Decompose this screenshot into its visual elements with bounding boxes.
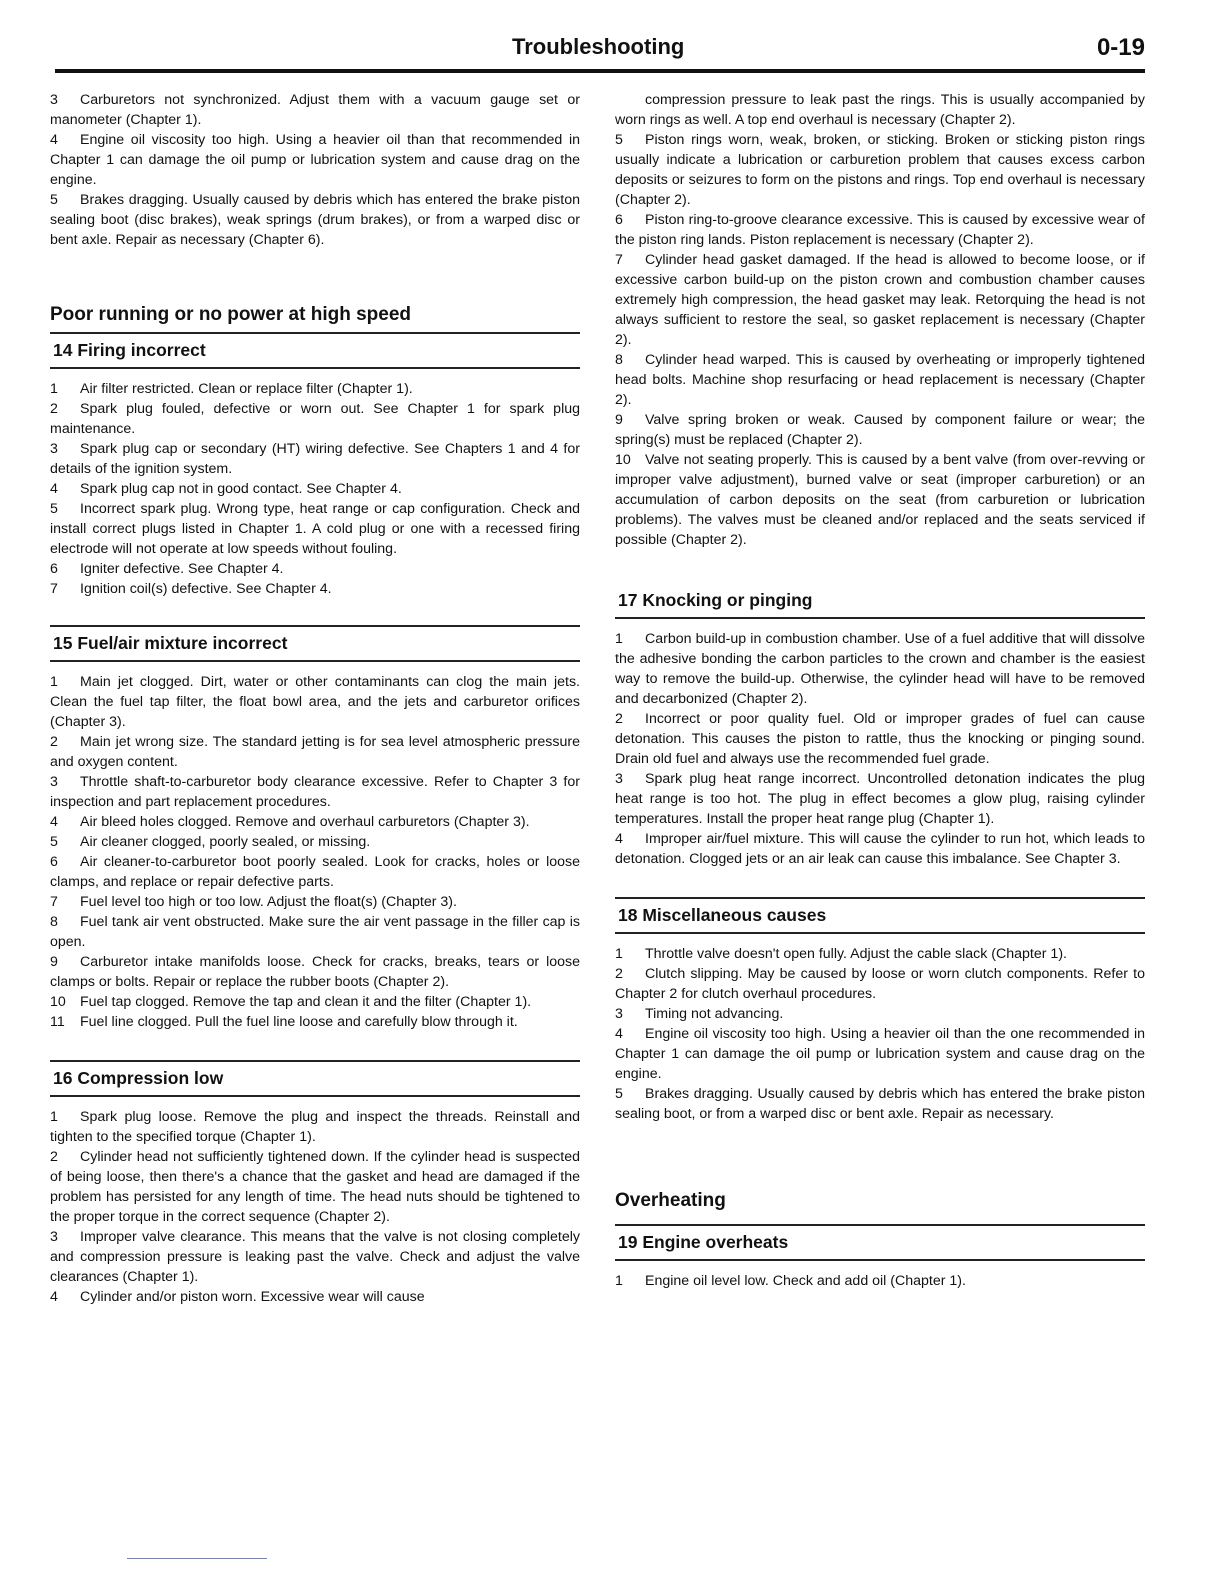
item-text: Engine oil viscosity too high. Using a heavier oil than the one recommended in Chapter 1 can damage the oil pump or lubrication system and cause drag on the engine. bbox=[615, 1026, 1145, 1082]
list-item bbox=[50, 559, 580, 579]
item-text: Carburetor intake manifolds loose. Check for cracks, breaks, tears or loose clamps or bolts. Repair or replace the rubber boots (Chapter 2). bbox=[50, 954, 580, 990]
item-text: Incorrect spark plug. Wrong type, heat range or cap configuration. Check and install correct plugs listed in Chapter 1. A cold plug or one with a recessed firing electrode will not operate at low speeds without fouling. bbox=[50, 501, 580, 557]
list-item bbox=[50, 1012, 580, 1032]
item-number: 7 bbox=[50, 581, 58, 597]
item-number: 5 bbox=[50, 834, 58, 850]
item-number: 3 bbox=[615, 1006, 623, 1022]
item-number: 6 bbox=[50, 854, 58, 870]
item-number: 7 bbox=[615, 252, 623, 268]
list-item bbox=[615, 769, 1145, 829]
left-column bbox=[50, 90, 580, 1307]
subsection-title-16: 16 Compression low bbox=[53, 1068, 224, 1088]
item-number: 1 bbox=[615, 631, 623, 647]
subsection-title-15: 15 Fuel/air mixture incorrect bbox=[53, 633, 288, 653]
item-text: Throttle shaft-to-carburetor body clearance excessive. Refer to Chapter 3 for inspection and part replacement procedures. bbox=[50, 774, 580, 810]
item-text: Spark plug cap or secondary (HT) wiring defective. See Chapters 1 and 4 for details of the ignition system. bbox=[50, 441, 580, 477]
item-number: 5 bbox=[615, 1086, 623, 1102]
item-number: 10 bbox=[615, 452, 631, 468]
list-item bbox=[615, 450, 1145, 550]
list-item bbox=[50, 1147, 580, 1227]
item-text: Fuel tank air vent obstructed. Make sure the air vent passage in the filler cap is open. bbox=[50, 914, 580, 950]
item-text: Clutch slipping. May be caused by loose or worn clutch components. Refer to Chapter 2 for clutch overhaul procedures. bbox=[615, 966, 1145, 1002]
list-item bbox=[50, 852, 580, 892]
subsection-title-18: 18 Miscellaneous causes bbox=[618, 905, 827, 925]
item-number: 3 bbox=[50, 774, 58, 790]
item-text: Improper air/fuel mixture. This will cause the cylinder to run hot, which leads to detonation. Clogged jets or an air leak can cause this imbalance. See Chapter 3. bbox=[615, 831, 1145, 867]
item-number: 4 bbox=[615, 831, 623, 847]
list-item bbox=[50, 90, 580, 130]
item-text: Spark plug cap not in good contact. See Chapter 4. bbox=[80, 481, 402, 497]
list-item bbox=[50, 190, 580, 250]
item-number: 1 bbox=[615, 1273, 623, 1289]
list-item bbox=[50, 479, 580, 499]
item-text: Valve spring broken or weak. Caused by component failure or wear; the spring(s) must be replaced (Chapter 2). bbox=[615, 412, 1145, 448]
list-item bbox=[50, 732, 580, 772]
item-text: Fuel tap clogged. Remove the tap and clean it and the filter (Chapter 1). bbox=[80, 994, 532, 1010]
item-text: Fuel level too high or too low. Adjust the float(s) (Chapter 3). bbox=[80, 894, 457, 910]
list-item bbox=[50, 379, 580, 399]
item-number: 10 bbox=[50, 994, 66, 1010]
list-item bbox=[615, 964, 1145, 1004]
item-text: Carburetors not synchronized. Adjust them with a vacuum gauge set or manometer (Chapter 1). bbox=[50, 92, 580, 128]
list-item bbox=[50, 499, 580, 559]
list-item bbox=[615, 350, 1145, 410]
list-item bbox=[50, 1227, 580, 1287]
item-text: Engine oil level low. Check and add oil (Chapter 1). bbox=[645, 1273, 966, 1289]
item-number: 5 bbox=[615, 132, 623, 148]
list-16 bbox=[50, 1107, 580, 1307]
item-number: 1 bbox=[50, 1109, 58, 1125]
list-item bbox=[50, 772, 580, 812]
item-number: 4 bbox=[50, 132, 58, 148]
item-number: 9 bbox=[50, 954, 58, 970]
item-text: Brakes dragging. Usually caused by debris which has entered the brake piston sealing boot (disc brakes), weak springs (drum brakes), or from a warped disc or bent axle. Repair as necessary (Chapter 6). bbox=[50, 192, 580, 248]
item-number: 6 bbox=[615, 212, 623, 228]
item-number: 2 bbox=[615, 966, 623, 982]
list-item bbox=[50, 439, 580, 479]
item-text: Fuel line clogged. Pull the fuel line loose and carefully blow through it. bbox=[80, 1014, 518, 1030]
section-title-poor-running: Poor running or no power at high speed bbox=[50, 304, 411, 325]
item-text: Air filter restricted. Clean or replace filter (Chapter 1). bbox=[80, 381, 413, 397]
item-text: Cylinder head warped. This is caused by overheating or improperly tightened head bolts. Machine shop resurfacing or head replacement is necessary (Chapter 2). bbox=[615, 352, 1145, 408]
item-number: 11 bbox=[50, 1014, 65, 1030]
list-item bbox=[615, 410, 1145, 450]
item-number: 1 bbox=[50, 674, 58, 690]
list-item bbox=[50, 1287, 580, 1307]
list-item bbox=[50, 579, 580, 599]
item-number: 3 bbox=[615, 771, 623, 787]
item-text: Cylinder and/or piston worn. Excessive wear will cause bbox=[80, 1289, 425, 1305]
item-number: 9 bbox=[615, 412, 623, 428]
item-number: 4 bbox=[50, 814, 58, 830]
item-text: Brakes dragging. Usually caused by debris which has entered the brake piston sealing boot, or from a warped disc or bent axle. Repair as necessary. bbox=[615, 1086, 1145, 1122]
left-top-list bbox=[50, 90, 580, 250]
list-item bbox=[50, 812, 580, 832]
subsection-title-19: 19 Engine overheats bbox=[618, 1232, 789, 1252]
item-number: 1 bbox=[50, 381, 58, 397]
item-text: Main jet clogged. Dirt, water or other contaminants can clog the main jets. Clean the fuel tap filter, the float bowl area, and the jets and carburetor orifices (Chapter 3). bbox=[50, 674, 580, 730]
item-text: Spark plug heat range incorrect. Uncontrolled detonation indicates the plug heat range is too hot. The plug in effect becomes a glow plug, raising cylinder temperatures. Install the proper heat range plug (Chapter 1). bbox=[615, 771, 1145, 827]
item-number: 8 bbox=[50, 914, 58, 930]
subsection-title-17: 17 Knocking or pinging bbox=[618, 590, 813, 610]
item-text: Carbon build-up in combustion chamber. Use of a fuel additive that will dissolve the adhesive bonding the carbon particles to the crown and chamber is the easiest way to remove the build-up. Otherwise, the cylinder head will have to be removed and decarbonized (Chapter 2). bbox=[615, 631, 1145, 707]
item-number: 7 bbox=[50, 894, 58, 910]
item-text: Spark plug fouled, defective or worn out. See Chapter 1 for spark plug maintenance. bbox=[50, 401, 580, 437]
item-number: 3 bbox=[50, 1229, 58, 1245]
list-item bbox=[615, 1271, 1145, 1291]
list-item bbox=[615, 210, 1145, 250]
list-item bbox=[50, 892, 580, 912]
item-text: Cylinder head not sufficiently tightened down. If the cylinder head is suspected of being loose, then there's a chance that the gasket and head are damaged if the problem has persisted for any length of time. The head nuts should be tightened to the proper torque in the correct sequence (Chapter 2). bbox=[50, 1149, 580, 1225]
item-text: compression pressure to leak past the rings. This is usually accompanied by worn rings as well. A top end overhaul is necessary (Chapter 2). bbox=[615, 92, 1145, 128]
list-16-continued bbox=[615, 90, 1145, 550]
subsection-title-14: 14 Firing incorrect bbox=[53, 340, 206, 360]
item-text: Igniter defective. See Chapter 4. bbox=[80, 561, 284, 577]
item-number: 4 bbox=[50, 481, 58, 497]
list-item bbox=[50, 130, 580, 190]
right-column bbox=[615, 90, 1145, 1291]
item-number: 4 bbox=[615, 1026, 623, 1042]
item-number: 3 bbox=[50, 441, 58, 457]
list-item bbox=[615, 629, 1145, 709]
section-title-overheating: Overheating bbox=[615, 1190, 726, 1211]
item-number: 2 bbox=[50, 401, 58, 417]
item-number: 1 bbox=[615, 946, 623, 962]
list-14 bbox=[50, 379, 580, 599]
list-item bbox=[615, 1004, 1145, 1024]
header-rule bbox=[55, 69, 1145, 73]
item-text: Air cleaner-to-carburetor boot poorly sealed. Look for cracks, holes or loose clamps, and replace or repair defective parts. bbox=[50, 854, 580, 890]
list-item bbox=[50, 399, 580, 439]
item-number: 6 bbox=[50, 561, 58, 577]
list-item bbox=[615, 90, 1145, 130]
list-15 bbox=[50, 672, 580, 1032]
item-number: 8 bbox=[615, 352, 623, 368]
item-text: Throttle valve doesn't open fully. Adjust the cable slack (Chapter 1). bbox=[645, 946, 1067, 962]
item-text: Cylinder head gasket damaged. If the head is allowed to become loose, or if excessive carbon build-up on the piston crown and combustion chamber causes extremely high compression, the head gasket may leak. Retorquing the head is not always sufficient to restore the seal, so gasket replacement is necessary (Chapter 2). bbox=[615, 252, 1145, 348]
page-number: 0-19 bbox=[1096, 34, 1145, 61]
item-number: 2 bbox=[615, 711, 623, 727]
item-text: Valve not seating properly. This is caused by a bent valve (from over-revving or improper valve adjustment), burned valve or seat (improper carburetion) or an accumulation of carbon deposits on the seat (from carburetion or lubrication problems). The valves must be cleaned and/or replaced and the seats serviced if possible (Chapter 2). bbox=[615, 452, 1145, 548]
list-item bbox=[615, 944, 1145, 964]
item-number: 2 bbox=[50, 1149, 58, 1165]
list-item bbox=[615, 709, 1145, 769]
list-item bbox=[50, 832, 580, 852]
item-number: 5 bbox=[50, 192, 58, 208]
item-text: Piston rings worn, weak, broken, or sticking. Broken or sticking piston rings usually indicate a lubrication or carburetion problem that causes excess carbon deposits or seizures to form on the pistons and rings. Top end overhaul is necessary (Chapter 2). bbox=[615, 132, 1145, 208]
list-item bbox=[50, 672, 580, 732]
item-text: Main jet wrong size. The standard jetting is for sea level atmospheric pressure and oxygen content. bbox=[50, 734, 580, 770]
item-number: 3 bbox=[50, 92, 58, 108]
list-18 bbox=[615, 944, 1145, 1124]
list-item bbox=[50, 952, 580, 992]
list-item bbox=[615, 130, 1145, 210]
list-item bbox=[615, 829, 1145, 869]
list-item bbox=[615, 1084, 1145, 1124]
list-item bbox=[50, 1107, 580, 1147]
page-header bbox=[55, 30, 1145, 70]
item-text: Piston ring-to-groove clearance excessive. This is caused by excessive wear of the piston ring lands. Piston replacement is necessary (Chapter 2). bbox=[615, 212, 1145, 248]
list-item bbox=[50, 912, 580, 952]
list-item bbox=[615, 250, 1145, 350]
item-number: 4 bbox=[50, 1289, 58, 1305]
list-item bbox=[50, 992, 580, 1012]
item-text: Spark plug loose. Remove the plug and inspect the threads. Reinstall and tighten to the specified torque (Chapter 1). bbox=[50, 1109, 580, 1145]
item-text: Ignition coil(s) defective. See Chapter 4. bbox=[80, 581, 332, 597]
item-text: Engine oil viscosity too high. Using a heavier oil than that recommended in Chapter 1 can damage the oil pump or lubrication system and cause drag on the engine. bbox=[50, 132, 580, 188]
list-19 bbox=[615, 1271, 1145, 1291]
item-text: Air cleaner clogged, poorly sealed, or missing. bbox=[80, 834, 371, 850]
header-title: Troubleshooting bbox=[512, 34, 685, 59]
item-text: Improper valve clearance. This means that the valve is not closing completely and compression pressure is leaking past the valve. Check and adjust the valve clearances (Chapter 1). bbox=[50, 1229, 580, 1285]
item-text: Timing not advancing. bbox=[645, 1006, 784, 1022]
list-17 bbox=[615, 629, 1145, 869]
item-text: Air bleed holes clogged. Remove and overhaul carburetors (Chapter 3). bbox=[80, 814, 530, 830]
item-text: Incorrect or poor quality fuel. Old or improper grades of fuel can cause detonation. This causes the piston to rattle, thus the knocking or pinging sound. Drain old fuel and always use the recommended fuel grade. bbox=[615, 711, 1145, 767]
list-item bbox=[615, 1024, 1145, 1084]
item-number: 5 bbox=[50, 501, 58, 517]
item-number: 2 bbox=[50, 734, 58, 750]
footer-rule bbox=[127, 1558, 267, 1559]
